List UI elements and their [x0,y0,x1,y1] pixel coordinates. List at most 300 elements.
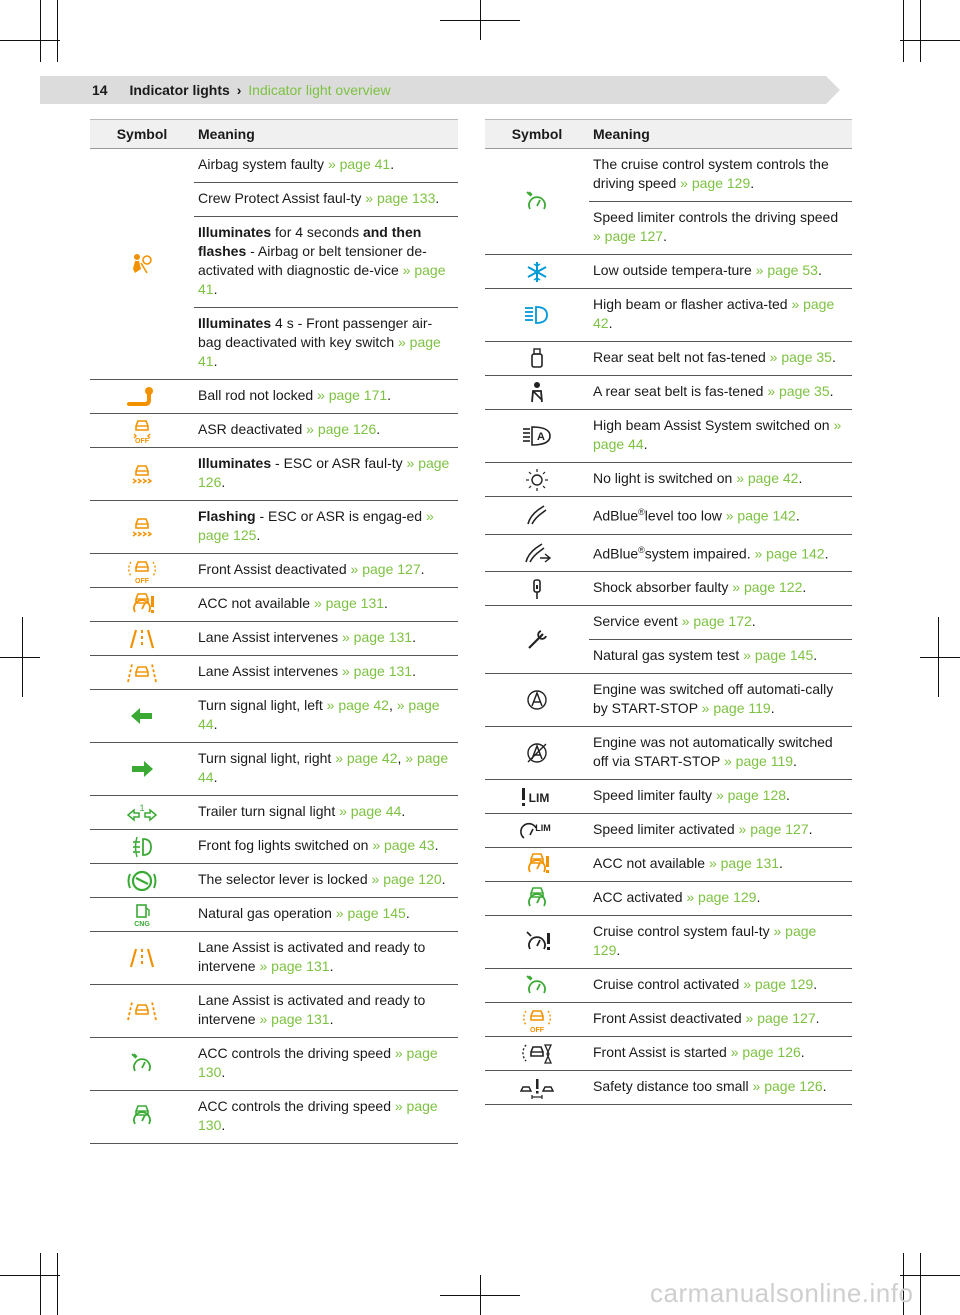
table-row [90,932,458,985]
text: . [831,349,836,365]
text: . [329,1011,334,1027]
table-row [485,969,852,1003]
emphasis: Illuminates [198,315,272,331]
text: . [384,595,388,611]
selector-lever-icon [90,864,194,897]
meaning-cell [194,864,458,897]
table-row [90,380,458,414]
meaning-cell [589,848,852,881]
text: . [213,353,218,369]
page-reference-link[interactable]: » page 145 [743,647,814,664]
start-stop-off-icon [485,727,589,779]
page-reference-link[interactable]: » page 129 [680,175,751,191]
page-reference-link[interactable]: » page 43 [372,837,435,853]
text: level too low [644,507,726,524]
emphasis: and then flashes [198,224,422,259]
meaning-cell [589,674,852,726]
lane-assist-car-icon [90,656,194,689]
table-row [90,588,458,622]
page-reference-link[interactable]: » page 41 [198,262,446,297]
page-reference-link[interactable]: » page 35 [767,383,830,399]
table-row [90,690,458,743]
rear-belt-icon [485,342,589,375]
page-reference-link[interactable]: » page 44 [593,417,842,452]
text: . [813,976,818,993]
meaning-cell [194,985,458,1037]
cruise-icon [485,969,589,1002]
text: Front fog lights switched on [198,837,373,853]
text: Speed limiter activated [593,821,739,838]
crop-mark [0,40,60,41]
page-reference-link[interactable]: » page 128 [715,787,787,804]
meaning-cell [194,183,458,217]
acc-unavailable-icon [485,848,589,881]
crop-mark [900,40,960,41]
text: . [829,383,834,399]
table-row [90,1038,458,1091]
table-row [90,554,458,588]
page-number: 14 [92,82,108,98]
page-reference-link[interactable]: » page 41 [327,156,391,172]
crop-mark [440,20,520,21]
acc-unavailable-icon [90,588,194,621]
table-row [485,255,852,289]
table-row [485,289,852,342]
text: . [420,561,425,577]
page-reference-link[interactable]: » page 44 [198,750,449,785]
page-reference-link[interactable]: » page 122 [732,579,803,596]
text: ACC not available [593,855,709,872]
text: . [405,905,410,921]
lane-assist-icon [90,932,194,984]
distance-warning-icon [485,1071,589,1104]
page-reference-link[interactable]: » page 44 [339,803,402,819]
page-reference-link[interactable]: » page 129 [593,923,817,959]
meaning-cell [194,308,458,379]
table-row [90,796,458,830]
table-row [485,780,852,814]
table-row [90,149,458,380]
crop-mark [0,1275,60,1276]
page-reference-link[interactable]: » page 126 [752,1078,823,1095]
front-assist-off-icon [485,1003,589,1036]
meaning-cell [589,640,852,673]
text: Service event [593,613,682,630]
text: . [376,421,381,437]
watermark: carmanualsonline.info [650,1278,914,1308]
text: Speed limiter faulty [593,787,716,804]
adblue-icon [485,497,589,534]
meaning-cell [194,217,458,308]
page-reference-link[interactable]: » page 130 [198,1098,438,1133]
page-reference-link[interactable]: » page 119 [723,753,794,770]
meaning-cell [194,1091,458,1143]
meaning-cell [589,497,852,534]
text: ASR deactivated [198,421,307,437]
page-reference-link[interactable]: » page 127 [593,228,664,244]
text: AdBlue [593,545,639,562]
text: , [388,697,397,713]
crop-mark [40,1253,41,1315]
crop-mark [903,0,904,62]
text: . [401,803,406,819]
crop-mark [440,1295,520,1296]
text: Rear seat belt not fas-tened [593,349,770,365]
wrench-icon [485,606,589,673]
meaning-cell [194,501,458,553]
page-reference-link[interactable]: » page 127 [738,821,809,838]
text: AdBlue [593,507,639,524]
text: . [663,228,667,244]
text: . [824,545,829,562]
text: ACC controls the driving speed [198,1045,395,1061]
front-assist-start-icon [485,1037,589,1070]
text: Front Assist is started [593,1044,731,1061]
meaning-cell [194,830,458,863]
text: . [798,470,803,486]
column-header-meaning: Meaning [593,125,650,142]
meaning-cell [589,410,852,462]
text: . [329,958,334,974]
text: . [412,663,416,679]
meaning-cell [589,1037,852,1070]
page-reference-link[interactable]: » page 119 [701,700,771,717]
text: . [387,387,392,403]
text: . [786,787,790,804]
page-reference-link[interactable]: » page 53 [755,262,818,278]
meaning-cell [194,448,458,500]
table-row [90,985,458,1038]
page-reference-link[interactable]: » page 42 [335,750,398,766]
table-row [90,864,458,898]
table-row [90,656,458,690]
text: Engine was not automatically switched off via START-STOP [593,734,833,770]
text: . [770,700,775,717]
text: Lane Assist intervenes [198,663,342,679]
cruise-icon [485,149,589,254]
table-row [485,882,852,916]
cruise-icon [90,1038,194,1090]
meaning-cell [194,588,458,621]
acc-icon [485,882,589,915]
text: Speed limiter controls the driving speed [593,209,839,225]
page-reference-link[interactable]: » page 127 [745,1010,816,1027]
high-beam-assist-icon [485,410,589,462]
page-reference-link[interactable]: » page 42 [326,697,389,713]
page-reference-link[interactable]: » page 129 [743,976,814,993]
page-reference-link[interactable]: » page 129 [686,889,757,906]
page-reference-link[interactable]: » page 171 [317,387,388,403]
crop-mark [900,1275,960,1276]
page-reference-link[interactable]: » page 131 [313,595,385,611]
table-row [90,830,458,864]
meaning-cell [589,535,852,572]
text: Ball rod not locked [198,387,318,403]
page-reference-link[interactable]: » page 142 [725,507,796,524]
trademark: ® [638,544,645,555]
meaning-cell [589,969,852,1002]
table-row [90,743,458,796]
table-row [485,727,852,780]
column-header-symbol: Symbol [511,125,563,142]
page-reference-link[interactable]: » page 131 [259,1011,330,1027]
table-row [485,572,852,606]
emphasis: Flashing [198,508,256,524]
text: Lane Assist is activated and ready to intervene [198,992,426,1027]
breadcrumb-section[interactable]: Indicator lights [129,82,230,98]
meaning-cell [194,414,458,447]
esc-icon [90,501,194,553]
text: . [608,315,613,331]
meaning-cell [589,1003,852,1036]
text: ACC activated [593,889,687,906]
table-header [485,119,852,149]
text: Trailer turn signal light [198,803,340,819]
svg-text:OFF: OFF [530,1026,544,1033]
text: , [397,750,406,766]
page-reference-link[interactable]: » page 125 [198,508,434,543]
turn-right-icon [90,743,194,795]
high-beam-icon [485,289,589,341]
table-row [90,898,458,932]
meaning-cell [589,1071,852,1104]
acc-icon [90,1091,194,1143]
text: . [750,175,755,191]
text: . [434,837,439,853]
text: Lane Assist intervenes [198,629,342,645]
cng-icon [90,898,194,931]
page-reference-link[interactable]: » page 126 [730,1044,801,1061]
text: . [441,871,446,887]
start-stop-icon [485,674,589,726]
ball-rod-icon [90,380,194,413]
page-reference-link[interactable]: » page 131 [341,663,413,679]
column-header-symbol: Symbol [116,125,168,142]
text: . [213,769,218,785]
table-row [90,414,458,448]
text: Cruise control activated [593,976,744,993]
text: ACC controls the driving speed [198,1098,395,1114]
text: Natural gas system test [593,647,744,664]
table-row [485,342,852,376]
breadcrumb [92,81,391,99]
page-reference-link[interactable]: » page 120 [371,871,442,887]
meaning-cell [589,606,852,640]
text: Turn signal light, left [198,697,327,713]
text: No light is switched on [593,470,737,486]
table-row [485,410,852,463]
meaning-cell [194,380,458,413]
svg-text:OFF: OFF [135,577,149,584]
text: - ESC or ASR faul-ty [271,455,407,471]
text: 4 s - Front passenger air-bag deactivated with key switch [198,315,433,350]
shock-absorber-icon [485,572,589,605]
indicator-table-left [90,119,458,1144]
text: Front Assist deactivated [593,1010,746,1027]
table-row [485,497,852,535]
no-light-icon [485,463,589,496]
text: ACC not available [198,595,314,611]
text: . [793,753,797,770]
text: . [795,507,800,524]
text: . [221,474,226,490]
table-header [90,119,458,149]
page-reference-link[interactable]: » page 130 [198,1045,438,1080]
crop-mark [920,1253,921,1315]
svg-text:1: 1 [139,802,145,813]
breadcrumb-separator: › [236,82,242,98]
page-reference-link[interactable]: » page 172 [681,613,752,630]
front-assist-off-icon [90,554,194,587]
table-body [90,149,458,1144]
text: . [390,156,395,172]
indicator-table-right [485,119,852,1105]
column-header-meaning: Meaning [198,125,255,142]
text: . [213,716,218,732]
text: . [616,942,621,959]
page-reference-link[interactable]: » page 41 [198,334,441,369]
meaning-cell [194,1038,458,1090]
text: . [221,1117,226,1133]
page-reference-link[interactable]: » page 42 [593,296,835,331]
page-reference-link[interactable]: » page 35 [769,349,832,365]
text: Crew Protect Assist faul-ty [198,190,366,206]
lane-assist-car-icon [90,985,194,1037]
table-row [485,674,852,727]
crop-mark [40,0,41,62]
table-row [485,1071,852,1105]
lim-icon [485,814,589,847]
page-reference-link[interactable]: » page 131 [341,629,413,645]
svg-text:LIM: LIM [528,790,550,805]
svg-text:A: A [537,431,545,443]
table-body [485,149,852,1105]
table-row [485,1003,852,1037]
trademark: ® [638,507,645,517]
meaning-cell [589,814,852,847]
trailer-signal-icon [90,796,194,829]
table-row [90,1091,458,1144]
page-reference-link[interactable]: » page 142 [754,545,825,562]
meaning-cell [589,882,852,915]
crop-mark [57,0,58,62]
text: . [815,1010,820,1027]
page-reference-link[interactable]: » page 42 [736,470,799,486]
page-reference-link[interactable]: » page 131 [708,855,780,872]
table-row [485,535,852,573]
text: Front Assist deactivated [198,561,351,577]
meaning-cell [194,796,458,829]
table-row [485,149,852,255]
text: . [213,281,218,297]
text: Natural gas operation [198,905,336,921]
text: . [756,889,761,906]
text: Low outside tempera-ture [593,262,756,278]
crop-mark [0,657,40,658]
svg-text:OFF: OFF [135,437,149,444]
table-row [485,463,852,497]
text: Turn signal light, right [198,750,336,766]
table-row [485,606,852,674]
emphasis: Illuminates [198,224,272,240]
asr-off-icon [90,414,194,447]
text: . [800,1044,805,1061]
text: A rear seat belt is fas-tened [593,383,768,399]
meaning-cell [589,289,852,341]
table-row [90,501,458,554]
text: High beam Assist System switched on [593,417,834,433]
text: . [435,190,440,206]
table-row [485,916,852,969]
seat-belt-icon [485,376,589,409]
turn-left-icon [90,690,194,742]
page-reference-link[interactable]: » page 133 [365,190,436,206]
meaning-cell [589,342,852,375]
text: . [643,436,648,452]
text: . [813,647,818,664]
meaning-cell [194,690,458,742]
meaning-cell [589,376,852,409]
text: The cruise control system controls the driving speed [593,156,829,191]
meaning-cell [589,255,852,288]
table-row [90,622,458,656]
meaning-cell [194,656,458,689]
text: for 4 seconds [271,224,363,240]
meaning-cell [589,572,852,605]
meaning-cell [194,622,458,655]
page-reference-link[interactable]: » page 126 [198,455,450,490]
text: . [412,629,416,645]
page-reference-link[interactable]: » page 127 [350,561,421,577]
meaning-cell [194,743,458,795]
page-reference-link[interactable]: » page 44 [198,697,440,732]
lim-fault-icon [485,780,589,813]
text: - Airbag or belt tensioner de-activated with diagnostic de-vice [198,243,427,278]
page-reference-link[interactable]: » page 145 [335,905,406,921]
text: Lane Assist is activated and ready to intervene [198,939,426,974]
esc-icon [90,448,194,500]
emphasis: Illuminates [198,455,272,471]
text: The selector lever is locked [198,871,372,887]
breadcrumb-subsection[interactable]: Indicator light overview [248,82,391,98]
meaning-cell [194,149,458,183]
table-row [90,448,458,501]
meaning-cell [589,202,852,254]
meaning-cell [589,727,852,779]
text: Shock absorber faulty [593,579,733,596]
lane-assist-icon [90,622,194,655]
text: High beam or flasher activa-ted [593,296,792,312]
page-reference-link[interactable]: » page 126 [306,421,377,437]
text: . [817,262,822,278]
page-reference-link[interactable]: » page 131 [259,958,330,974]
text: . [221,1064,226,1080]
meaning-cell [589,916,852,968]
text: . [256,527,261,543]
meaning-cell [589,463,852,496]
text: Engine was switched off automati-cally by START-STOP [593,681,834,717]
table-row [485,814,852,848]
table-row [485,376,852,410]
adblue-fault-icon [485,535,589,572]
crop-mark [920,657,960,658]
front-fog-icon [90,830,194,863]
crop-mark [920,0,921,62]
svg-text:CNG: CNG [134,920,150,928]
text: Cruise control system faul-ty [593,923,774,940]
cruise-fault-icon [485,916,589,968]
meaning-cell [194,898,458,931]
